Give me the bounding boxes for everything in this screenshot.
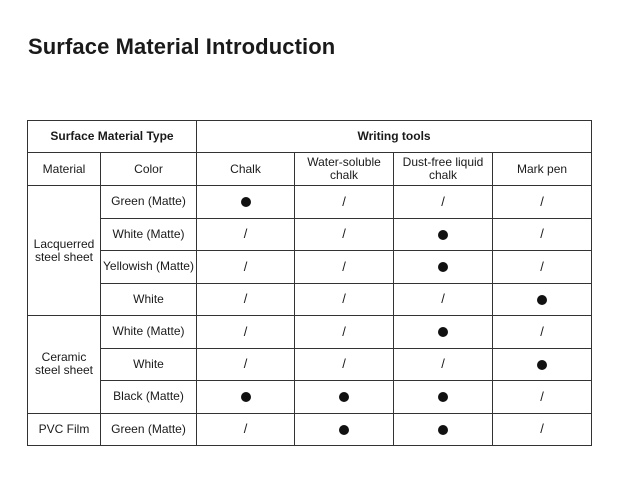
slash-mark: / (243, 421, 248, 437)
color-cell: Black (Matte) (101, 381, 197, 414)
mark-pen-cell (493, 348, 592, 381)
chalk-cell (197, 413, 295, 446)
slash-mark: / (441, 356, 445, 372)
table-row (28, 348, 592, 381)
filled-dot-icon (438, 392, 448, 402)
slash-mark: / (540, 421, 544, 437)
table-row (28, 316, 592, 349)
water-soluble-chalk-cell (295, 381, 394, 414)
chalk-cell (197, 348, 295, 381)
dust-free-liquid-chalk-cell (394, 186, 493, 219)
table-row (28, 283, 592, 316)
filled-dot-icon (438, 230, 448, 240)
material-cell: Ceramic steel sheet (28, 316, 101, 414)
dust-free-liquid-chalk-cell (394, 251, 493, 284)
column-header-dust-free-liquid-chalk: Dust-free liquid chalk (394, 153, 493, 186)
table-row (28, 251, 592, 284)
slash-mark: / (243, 226, 248, 242)
slash-mark: / (243, 291, 248, 307)
slash-mark: / (540, 193, 544, 209)
mark-pen-cell (493, 283, 592, 316)
material-cell: PVC Film (28, 413, 101, 446)
slash-mark: / (243, 323, 248, 339)
table-row (28, 413, 592, 446)
water-soluble-chalk-cell (295, 413, 394, 446)
filled-dot-icon (438, 425, 448, 435)
chalk-cell (197, 218, 295, 251)
mark-pen-cell (493, 316, 592, 349)
water-soluble-chalk-cell (295, 283, 394, 316)
dust-free-liquid-chalk-cell (394, 316, 493, 349)
column-header-material: Material (28, 153, 101, 186)
color-cell: Green (Matte) (101, 413, 197, 446)
chalk-cell (197, 283, 295, 316)
color-cell: Yellowish (Matte) (101, 251, 197, 284)
color-cell: White (101, 283, 197, 316)
slash-mark: / (342, 356, 346, 372)
dust-free-liquid-chalk-cell (394, 348, 493, 381)
chalk-cell (197, 316, 295, 349)
slash-mark: / (540, 226, 544, 242)
chalk-cell (197, 251, 295, 284)
table-body (28, 186, 592, 446)
slash-mark: / (342, 291, 346, 307)
color-cell: Green (Matte) (101, 186, 197, 219)
surface-material-table (27, 120, 592, 446)
slash-mark: / (441, 193, 445, 209)
water-soluble-chalk-cell (295, 348, 394, 381)
filled-dot-icon (241, 392, 251, 402)
chalk-cell (197, 186, 295, 219)
table-row (28, 218, 592, 251)
filled-dot-icon (339, 425, 349, 435)
dust-free-liquid-chalk-cell (394, 283, 493, 316)
slash-mark: / (540, 323, 544, 339)
column-header-mark-pen: Mark pen (493, 153, 592, 186)
slash-mark: / (540, 388, 544, 404)
filled-dot-icon (241, 197, 251, 207)
table-row (28, 186, 592, 219)
dust-free-liquid-chalk-cell (394, 413, 493, 446)
column-header-color: Color (101, 153, 197, 186)
header-surface-material-type: Surface Material Type (28, 121, 197, 153)
slash-mark: / (342, 323, 346, 339)
color-cell: White (Matte) (101, 316, 197, 349)
water-soluble-chalk-cell (295, 316, 394, 349)
filled-dot-icon (537, 295, 547, 305)
column-header-chalk: Chalk (197, 153, 295, 186)
color-cell: White (101, 348, 197, 381)
mark-pen-cell (493, 218, 592, 251)
filled-dot-icon (537, 360, 547, 370)
slash-mark: / (342, 193, 346, 209)
slash-mark: / (243, 258, 248, 274)
filled-dot-icon (339, 392, 349, 402)
dust-free-liquid-chalk-cell (394, 381, 493, 414)
filled-dot-icon (438, 262, 448, 272)
water-soluble-chalk-cell (295, 186, 394, 219)
slash-mark: / (540, 258, 544, 274)
mark-pen-cell (493, 251, 592, 284)
slash-mark: / (243, 356, 248, 372)
mark-pen-cell (493, 381, 592, 414)
water-soluble-chalk-cell (295, 251, 394, 284)
slash-mark: / (342, 226, 346, 242)
page-title: Surface Material Introduction (28, 34, 336, 59)
column-header-water-soluble-chalk: Water-soluble chalk (295, 153, 394, 186)
slash-mark: / (342, 258, 346, 274)
color-cell: White (Matte) (101, 218, 197, 251)
table-row (28, 381, 592, 414)
filled-dot-icon (438, 327, 448, 337)
mark-pen-cell (493, 186, 592, 219)
mark-pen-cell (493, 413, 592, 446)
dust-free-liquid-chalk-cell (394, 218, 493, 251)
slash-mark: / (441, 291, 445, 307)
header-writing-tools: Writing tools (197, 121, 592, 153)
water-soluble-chalk-cell (295, 218, 394, 251)
chalk-cell (197, 381, 295, 414)
material-cell: Lacquerred steel sheet (28, 186, 101, 316)
